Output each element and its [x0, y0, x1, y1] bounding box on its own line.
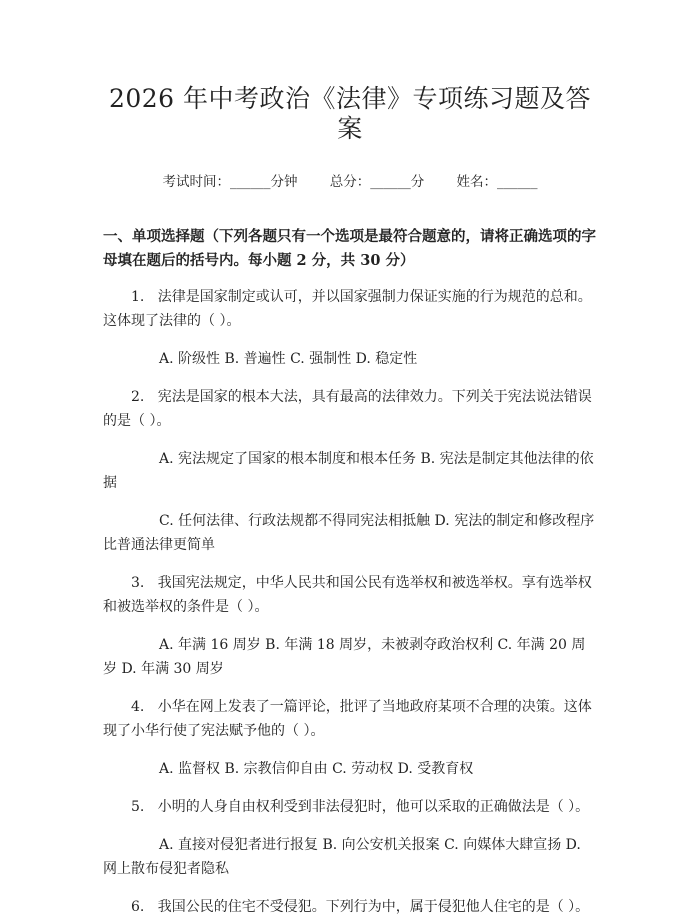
- question-text: 小明的人身自由权利受到非法侵犯时，他可以采取的正确做法是（ ）。: [157, 799, 590, 815]
- exam-name: 姓名：______: [456, 174, 538, 190]
- question-number: 3.: [131, 575, 145, 591]
- options-2a: A. 宪法规定了国家的根本制度和根本任务 B. 宪法是制定其他法律的依据: [103, 451, 594, 491]
- question-text: 小华在网上发表了一篇评论，批评了当地政府某项不合理的决策。这体现了小华行使了宪法赋予他的（ ）。: [103, 699, 592, 739]
- exam-meta: [103, 172, 597, 192]
- options-3: A. 年满 16 周岁 B. 年满 18 周岁，未被剥夺政治权利 C. 年满 20 周岁 D. 年满 30 周岁: [103, 637, 586, 677]
- question-number: 5.: [131, 799, 145, 815]
- exam-time: 考试时间：______分钟: [162, 174, 298, 190]
- question-number: 1.: [131, 289, 145, 305]
- options-4: A. 监督权 B. 宗教信仰自由 C. 劳动权 D. 受教育权: [159, 761, 474, 777]
- question-6: [103, 895, 597, 919]
- question-5: [103, 795, 597, 819]
- options-5: A. 直接对侵犯者进行报复 B. 向公安机关报案 C. 向媒体大肆宣扬 D. 网上散布侵犯者隐私: [103, 837, 581, 877]
- question-number: 4.: [131, 699, 145, 715]
- options-2b: C. 任何法律、行政法规都不得同宪法相抵触 D. 宪法的制定和修改程序比普通法律更简单: [103, 513, 595, 553]
- exam-score: 总分：______分: [329, 174, 425, 190]
- question-text: 我国宪法规定，中华人民共和国公民有选举权和被选举权。享有选举权和被选举权的条件是（ ）。: [103, 575, 592, 615]
- question-number: 6.: [131, 899, 145, 915]
- question-text: 法律是国家制定或认可，并以国家强制力保证实施的行为规范的总和。这体现了法律的（ ）。: [103, 289, 592, 329]
- options-1: A. 阶级性 B. 普遍性 C. 强制性 D. 稳定性: [159, 351, 418, 367]
- question-text: 我国公民的住宅不受侵犯。下列行为中，属于侵犯他人住宅的是（ ）。: [157, 899, 590, 915]
- question-4: [103, 695, 597, 743]
- question-number: 2.: [131, 389, 145, 405]
- section-heading: 一、单项选择题（下列各题只有一个选项是最符合题意的，请将正确选项的字母填在题后的括号内。每小题 2 分，共 30 分）: [103, 228, 596, 269]
- question-2: [103, 385, 597, 433]
- question-1: [103, 285, 597, 333]
- page-title: 2026 年中考政治《法律》专项练习题及答案: [108, 84, 592, 143]
- question-3: [103, 571, 597, 619]
- question-list: [103, 285, 597, 919]
- question-text: 宪法是国家的根本大法，具有最高的法律效力。下列关于宪法说法错误的是（ ）。: [103, 389, 592, 429]
